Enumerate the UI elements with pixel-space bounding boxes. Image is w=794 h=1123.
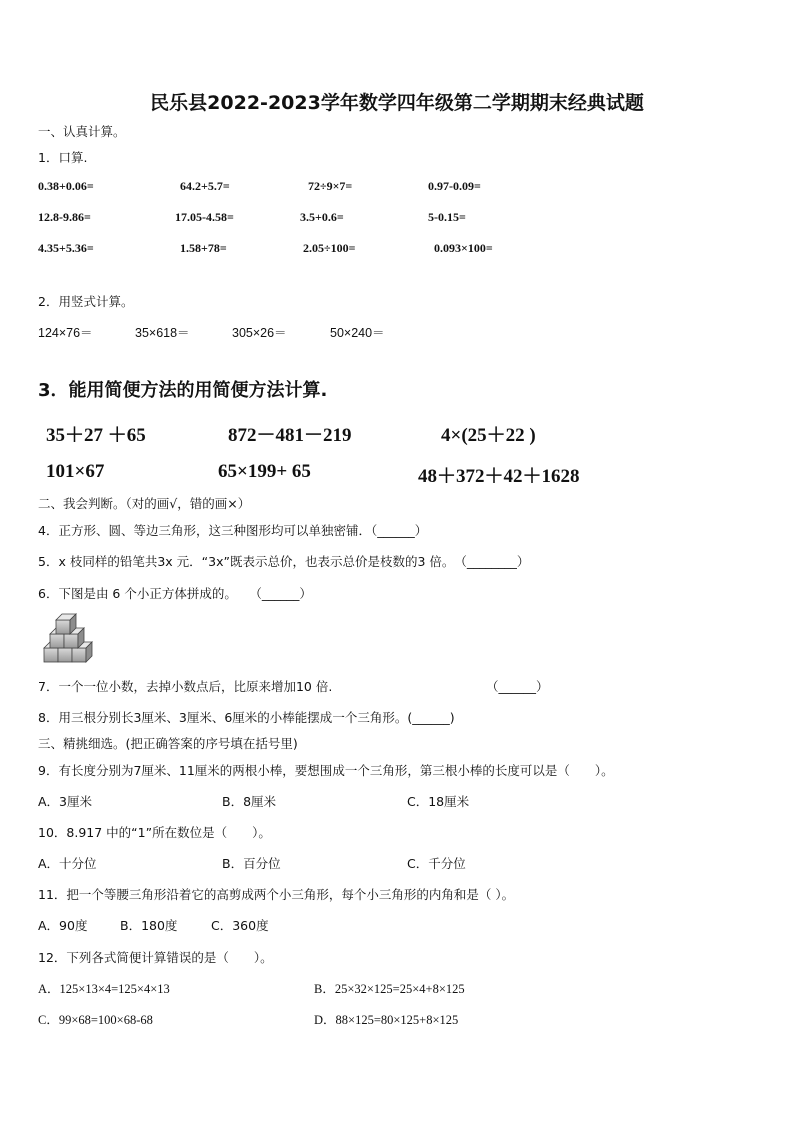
q12-option-a: A．125×13×4=125×4×13 [38, 982, 170, 996]
oral-item: 12.8-9.86= [38, 210, 91, 224]
question-4: 4．正方形、圆、等边三角形，这三种图形均可以单独密铺．（______） [38, 523, 428, 538]
question-5: 5．x 枝同样的铅笔共3x 元．“3x”既表示总价，也表示总价是枝数的3 倍。 （________） [38, 554, 530, 569]
question-7: 7．一个一位小数，去掉小数点后，比原来增加10 倍. [38, 679, 333, 694]
q10-option-c: C．千分位 [407, 856, 466, 871]
page-title: 民乐县2022-2023学年数学四年级第二学期期末经典试题 [150, 92, 644, 114]
q9-option-a: A．3厘米 [38, 794, 93, 809]
simplify-item: 4×(25＋22 ) [441, 425, 536, 446]
q11-option-b: B．180度 [120, 918, 178, 933]
q11-option-c: C．360度 [211, 918, 269, 933]
oral-item: 4.35+5.36= [38, 241, 94, 255]
q2-label: 2．用竖式计算。 [38, 294, 134, 309]
oral-item: 5-0.15= [428, 210, 466, 224]
cube-stack-figure [42, 612, 100, 664]
simplify-item: 101×67 [46, 461, 105, 482]
oral-item: 0.38+0.06= [38, 179, 94, 193]
question-11: 11．把一个等腰三角形沿着它的高剪成两个小三角形，每个小三角形的内角和是（ ）。 [38, 887, 515, 902]
simplify-item: 65×199+ 65 [218, 461, 311, 482]
section-2-heading: 二、我会判断。（对的画√，错的画×） [38, 496, 251, 511]
vertical-calc-item: 305×26＝ [232, 326, 287, 340]
oral-item: 2.05÷100= [303, 241, 356, 255]
q10-option-b: B．百分位 [222, 856, 281, 871]
section-3-heading: 三、精挑细选。(把正确答案的序号填在括号里) [38, 736, 298, 751]
oral-item: 17.05-4.58= [175, 210, 234, 224]
question-6: 6．下图是由 6 个小正方体拼成的。 （______） [38, 586, 312, 601]
q11-option-a: A．90度 [38, 918, 88, 933]
q12-option-d: D．88×125=80×125+8×125 [314, 1013, 459, 1027]
question-9: 9．有长度分别为7厘米、11厘米的两根小棒，要想围成一个三角形，第三根小棒的长度可以是（ ）。 [38, 763, 614, 778]
q9-option-b: B．8厘米 [222, 794, 277, 809]
vertical-calc-item: 50×240＝ [330, 326, 385, 340]
question-12: 12．下列各式简便计算错误的是（ ）。 [38, 950, 273, 965]
q9-option-c: C．18厘米 [407, 794, 470, 809]
q3-label: 3．能用简便方法的用简便方法计算. [38, 380, 328, 401]
q10-option-a: A．十分位 [38, 856, 97, 871]
question-8: 8．用三根分别长3厘米、3厘米、6厘米的小棒能摆成一个三角形。(______) [38, 710, 455, 725]
q12-option-b: B．25×32×125=25×4+8×125 [314, 982, 465, 996]
oral-item: 1.58+78= [180, 241, 227, 255]
section-1-heading: 一、认真计算。 [38, 124, 126, 139]
vertical-calc-item: 35×618＝ [135, 326, 190, 340]
simplify-item: 35＋27 ＋65 [46, 425, 146, 446]
oral-item: 0.97-0.09= [428, 179, 481, 193]
question-10: 10．8.917 中的“1”所在数位是（ ）。 [38, 825, 271, 840]
q12-option-c: C．99×68=100×68-68 [38, 1013, 153, 1027]
q1-label: 1．口算. [38, 150, 88, 165]
oral-item: 64.2+5.7= [180, 179, 230, 193]
simplify-item: 872－481－219 [228, 425, 352, 446]
oral-item: 3.5+0.6= [300, 210, 344, 224]
question-7-blank: （______） [486, 679, 549, 694]
oral-item: 72÷9×7= [308, 179, 353, 193]
vertical-calc-item: 124×76＝ [38, 326, 93, 340]
simplify-item: 48＋372＋42＋1628 [418, 466, 580, 487]
oral-item: 0.093×100= [434, 241, 493, 255]
